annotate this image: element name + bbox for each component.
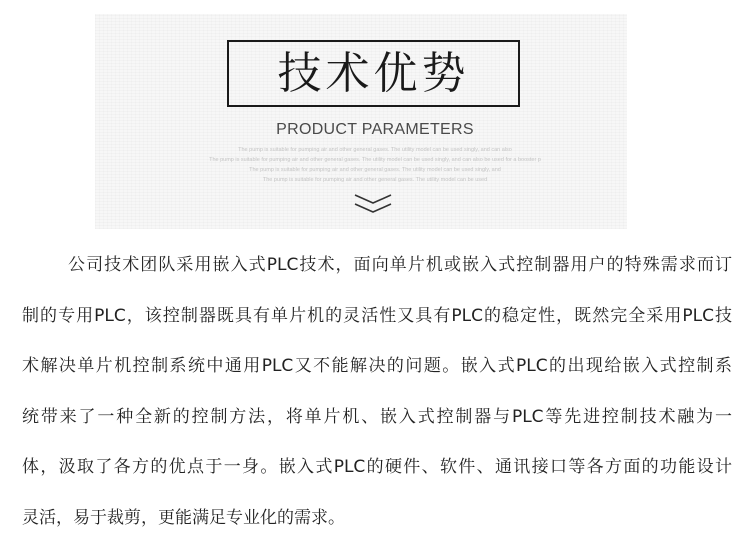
fine-print — [180, 145, 570, 185]
fine-print-line: The pump is suitable for pumping air and other general gases. The utility model can be used singly, and can also be used for a booster p — [209, 157, 541, 163]
paragraph-line: 统带来了一种全新的控制方法，将单片机、嵌入式控制器与PLC等先进控制技术融为一 — [22, 406, 732, 427]
fine-print-line: The pump is suitable for pumping air and other general gases. The utility model can be used — [262, 177, 488, 183]
paragraph-line: 体，汲取了各方的优点于一身。嵌入式PLC的硬件、软件、通讯接口等各方面的功能设计 — [22, 457, 732, 478]
double-chevron-down-icon — [353, 191, 393, 217]
body-paragraph — [22, 240, 732, 544]
page-title: 技术优势 — [277, 47, 470, 99]
paragraph-line: 灵活，易于裁剪，更能满足专业化的需求。 — [22, 507, 345, 528]
page-subtitle: PRODUCT PARAMETERS — [276, 121, 474, 138]
paragraph-line: 术解决单片机控制系统中通用PLC又不能解决的问题。嵌入式PLC的出现给嵌入式控制系 — [22, 356, 732, 377]
paragraph-line: 公司技术团队采用嵌入式PLC技术，面向单片机或嵌入式控制器用户的特殊需求而订 — [68, 255, 732, 275]
title-frame — [227, 40, 520, 107]
fine-print-line: The pump is suitable for pumping air and other general gases. The utility model can be used singly, and can also — [238, 147, 512, 153]
paragraph-line: 制的专用PLC，该控制器既具有单片机的灵活性又具有PLC的稳定性，既然完全采用PLC技 — [22, 305, 732, 326]
fine-print-line: The pump is suitable for pumping air and other general gases. The utility model can be used singly, and — [249, 167, 501, 173]
